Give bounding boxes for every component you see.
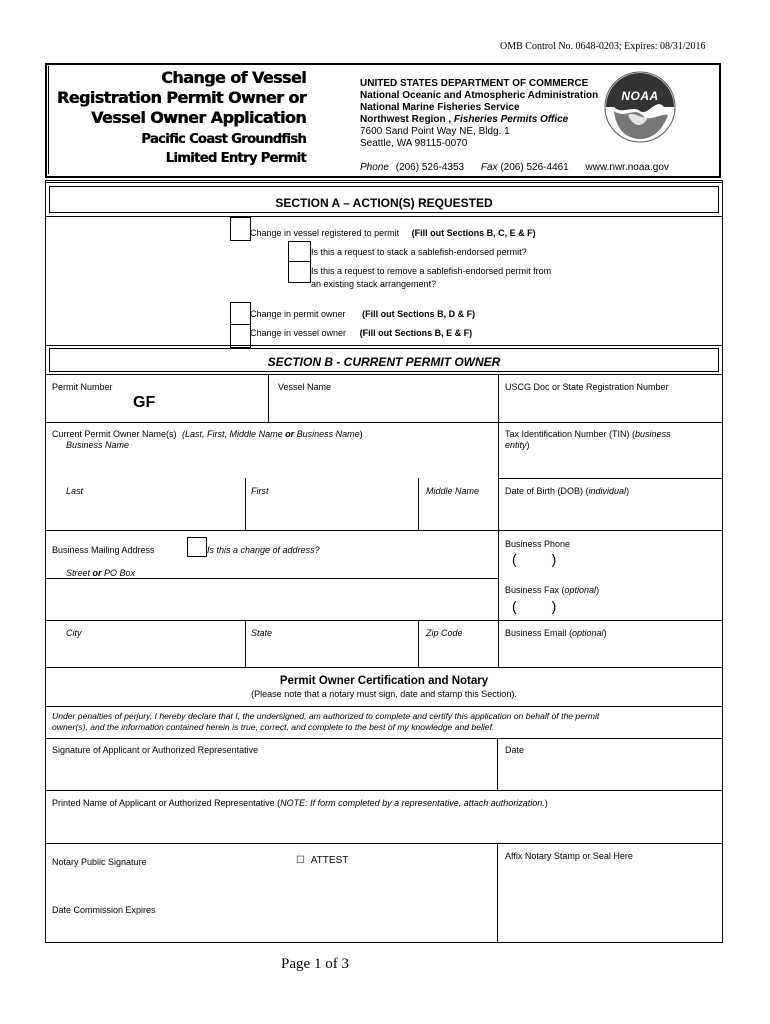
grid-h-3: [45, 530, 723, 531]
checkbox-change-permit-owner[interactable]: [230, 302, 251, 326]
grid-v-date: [497, 738, 498, 790]
certification-note: (Please note that a notary must sign, date and stamp this Section).: [251, 689, 517, 699]
city-label: City: [66, 628, 82, 638]
grid-h-2: [498, 478, 723, 479]
perjury-line-1: Under penalties of perjury, I hereby declare that I, the undersigned, am authorized to complete and certify this application on behalf of the permit: [52, 711, 600, 721]
option-remove-sablefish-line-2: an existing stack arrangement?: [311, 279, 437, 289]
agency-region: [360, 114, 610, 126]
grid-v-middle: [418, 478, 419, 530]
option-stack-sablefish: Is this a request to stack a sablefish-endorsed permit?: [311, 247, 527, 257]
printed-name-close: ): [544, 798, 548, 808]
form-title-line-2: Registration Permit Owner or: [56, 88, 306, 107]
form-outer-border: [45, 180, 723, 943]
option-change-permit-owner-label: Change in permit owner: [250, 309, 346, 319]
business-email-label-text: Business Email (: [505, 628, 573, 638]
section-a-title: SECTION A – ACTION(S) REQUESTED: [275, 196, 493, 210]
middle-name-label: Middle Name: [426, 486, 480, 496]
option-remove-sablefish-line-1: Is this a request to remove a sablefish-endorsed permit from: [311, 266, 552, 276]
grid-h-8: [45, 790, 723, 791]
owner-names-hint-or: or: [285, 429, 295, 439]
agency-block: [360, 78, 610, 150]
owner-names-hint-a: (Last, First, Middle Name: [182, 429, 286, 439]
grid-v-first: [245, 478, 246, 530]
grid-h-9: [45, 843, 723, 844]
business-name-label: Business Name: [66, 440, 130, 450]
business-email-hint: optional: [572, 628, 604, 638]
business-fax-hint: optional: [564, 585, 597, 595]
agency-noaa: National Oceanic and Atmospheric Administration: [360, 90, 599, 101]
street-label: [66, 568, 135, 579]
grid-h-1: [45, 422, 723, 423]
agency-address-2: Seattle, WA 98115-0070: [360, 138, 468, 149]
option-remove-sablefish: [311, 266, 551, 290]
noaa-logo: [604, 71, 676, 143]
checkbox-change-of-address[interactable]: [187, 537, 207, 557]
grid-v-main: [498, 375, 499, 668]
option-change-permit-owner: [250, 309, 475, 320]
tin-hint-1: business: [635, 429, 671, 439]
grid-h-7: [45, 738, 723, 739]
street-label-or: or: [92, 568, 102, 578]
dob-close: ): [626, 486, 630, 496]
form-title-line-3: Vessel Owner Application: [90, 108, 306, 127]
dob-label: [505, 486, 629, 497]
change-address-label: Is this a change of address?: [207, 545, 320, 555]
omb-control-line: OMB Control No. 0648-0203; Expires: 08/31/2016: [500, 41, 706, 52]
uscg-label: USCG Doc or State Registration Number: [505, 382, 669, 392]
printed-name-label: [52, 798, 548, 809]
grid-h-6: [45, 706, 723, 707]
grid-h-5: [45, 667, 723, 668]
owner-names-label: [52, 429, 363, 440]
business-phone-parens[interactable]: ( ): [512, 551, 557, 567]
perjury-line-2: owner(s), and the information contained herein is true, correct, and complete to the best of my knowledge and belief.: [52, 722, 495, 732]
printed-name-label-text: Printed Name of Applicant or Authorized Representative (: [52, 798, 281, 808]
checkbox-change-vessel[interactable]: [230, 217, 251, 241]
business-fax-close: ): [596, 585, 600, 595]
zip-label: Zip Code: [426, 628, 463, 638]
option-change-vessel-owner-note: (Fill out Sections B, E & F): [359, 328, 473, 338]
business-email-label: [505, 628, 607, 639]
state-label: State: [251, 628, 273, 638]
vessel-name-label: Vessel Name: [278, 382, 332, 392]
grid-v-stamp: [497, 843, 498, 943]
first-name-label: First: [251, 486, 269, 496]
notary-signature-label: Notary Public Signature: [52, 857, 147, 867]
attest-box-icon: ☐: [296, 855, 305, 866]
grid-v-state: [245, 620, 246, 668]
checkbox-stack-sablefish[interactable]: [288, 241, 311, 263]
business-phone-label: Business Phone: [505, 539, 571, 549]
grid-h-4: [45, 620, 723, 621]
grid-v-zip: [418, 620, 419, 668]
option-change-vessel-owner-label: Change in vessel owner: [250, 328, 347, 338]
option-change-vessel-note: (Fill out Sections B, C, E & F): [411, 228, 536, 238]
tin-label-line-1: [505, 429, 715, 440]
agency-nmfs: National Marine Fisheries Service: [360, 102, 520, 113]
grid-v-permit: [268, 375, 269, 423]
business-email-close: ): [603, 628, 607, 638]
checkbox-remove-sablefish[interactable]: [288, 261, 311, 283]
owner-names-hint-b: Business Name: [294, 429, 360, 439]
tin-close: ): [526, 440, 530, 450]
header-divider: [48, 66, 49, 174]
form-title: [50, 68, 306, 168]
noaa-logo-text: NOAA: [621, 89, 659, 103]
agency-contact-row: [360, 162, 700, 174]
street-label-a: Street: [66, 568, 93, 578]
phone-number: (206) 526-4353: [395, 162, 465, 173]
business-fax-label-text: Business Fax (: [505, 585, 565, 595]
owner-names-hint-close: ): [359, 429, 363, 439]
owner-names-label-text: Current Permit Owner Name(s): [52, 429, 177, 439]
mailing-address-label: Business Mailing Address: [52, 545, 155, 555]
option-change-vessel-owner: [250, 328, 472, 339]
street-label-b: PO Box: [101, 568, 136, 578]
form-title-line-1: Change of Vessel: [161, 68, 306, 87]
section-b-title: SECTION B - CURRENT PERMIT OWNER: [267, 355, 501, 369]
owner-names-hint: [182, 429, 363, 439]
attest-checkbox[interactable]: [296, 855, 348, 867]
business-fax-label: [505, 585, 599, 596]
option-change-vessel: [250, 228, 536, 239]
tin-hint-2: entity: [505, 440, 527, 450]
permit-number-label: Permit Number: [52, 382, 113, 392]
tin-label: [505, 429, 715, 451]
certification-title: Permit Owner Certification and Notary: [279, 675, 489, 687]
form-subtitle-line-1: Pacific Coast Groundfish: [141, 132, 306, 147]
dob-hint: individual: [588, 486, 627, 496]
agency-address-1: 7600 Sand Point Way NE, Bldg. 1: [360, 126, 510, 137]
printed-name-note: NOTE: If form completed by a representative, attach authorization.: [280, 798, 545, 808]
page-number: Page 1 of 3: [281, 956, 349, 972]
region-name: Northwest Region ,: [360, 114, 454, 125]
attest-label: ATTEST: [310, 855, 349, 866]
form-subtitle-line-2: Limited Entry Permit: [165, 151, 306, 166]
region-office: Fisheries Permits Office: [453, 114, 569, 125]
tin-label-text: Tax Identification Number (TIN) (: [505, 429, 636, 439]
permit-number-value[interactable]: GF: [133, 394, 156, 411]
option-change-permit-owner-note: (Fill out Sections B, D & F): [362, 309, 476, 319]
business-fax-parens[interactable]: ( ): [512, 598, 557, 614]
option-change-vessel-label: Change in vessel registered to permit: [250, 228, 400, 238]
agency-name: UNITED STATES DEPARTMENT OF COMMERCE: [360, 78, 589, 89]
fax-number: (206) 526-4461: [500, 162, 569, 173]
dob-label-text: Date of Birth (DOB) (: [505, 486, 589, 496]
phone-label: Phone: [360, 162, 389, 173]
last-name-label: Last: [66, 486, 84, 496]
perjury-statement: [52, 711, 718, 733]
signature-label: Signature of Applicant or Authorized Representative: [52, 745, 259, 755]
website-link[interactable]: www.nwr.noaa.gov: [585, 162, 669, 173]
date-label: Date: [505, 745, 525, 755]
notary-stamp-label: Affix Notary Stamp or Seal Here: [505, 851, 633, 861]
noaa-seal-icon: [604, 71, 676, 143]
fax-label: Fax: [480, 162, 498, 173]
tin-label-line-2: [505, 440, 715, 451]
commission-expires-label: Date Commission Expires: [52, 905, 156, 915]
